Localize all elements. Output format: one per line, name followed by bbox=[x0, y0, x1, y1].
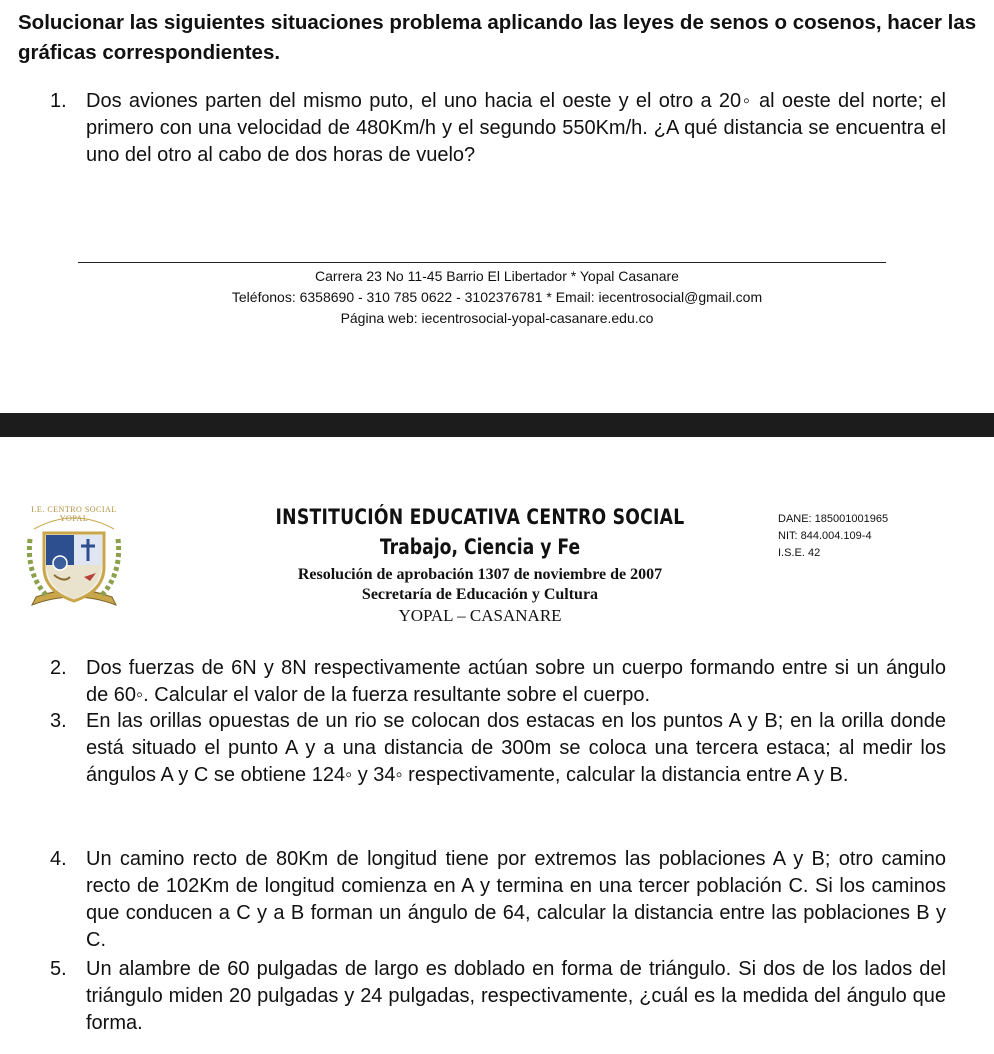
school-logo bbox=[24, 505, 124, 613]
problem-number: 2. bbox=[50, 657, 67, 679]
problem-4 bbox=[50, 846, 946, 954]
problem-text: Un alambre de 60 pulgadas de largo es doblado en forma de triángulo. Si dos de los lados del triángulo miden 20 pulgadas y 24 pulgadas, respectivamente, ¿cuál es la medida del ángulo que forma. bbox=[86, 958, 946, 1034]
footer-website: Página web: iecentrosocial-yopal-casanare.edu.co bbox=[340, 310, 654, 326]
footer-contact: Teléfonos: 6358690 - 310 785 0622 - 3102376781 * Email: iecentrosocial@gmail.com bbox=[231, 289, 763, 305]
problem-5 bbox=[50, 956, 946, 1037]
problem-2 bbox=[50, 655, 946, 709]
secretariat: Secretaría de Educación y Cultura bbox=[361, 586, 599, 603]
approval-resolution: Resolución de aprobación 1307 de noviembre de 2007 bbox=[297, 566, 663, 583]
institution-motto: Trabajo, Ciencia y Fe bbox=[379, 535, 581, 559]
footer-divider bbox=[78, 262, 886, 263]
problem-number: 3. bbox=[50, 710, 67, 732]
problem-number: 1. bbox=[50, 90, 67, 112]
dane-code: DANE: 185001001965 bbox=[778, 513, 889, 525]
page-separator-band bbox=[0, 413, 994, 437]
ise-code: I.S.E. 42 bbox=[778, 547, 821, 559]
footer-address: Carrera 23 No 11-45 Barrio El Libertador * Yopal Casanare bbox=[315, 268, 679, 284]
problem-number: 4. bbox=[50, 848, 67, 870]
problem-1 bbox=[50, 88, 946, 169]
problem-text: Un camino recto de 80Km de longitud tiene por extremos las poblaciones A y B; otro camino recto de 102Km de longitud comienza en A y termina en una tercer población C. Si los caminos que conducen a C y a B forman un ángulo de 64, calcular la distancia entre las poblaciones B y C. bbox=[86, 848, 946, 951]
logo-lettering: I.E. CENTRO SOCIAL YOPAL bbox=[31, 505, 117, 523]
city-label: YOPAL – CASANARE bbox=[398, 606, 562, 625]
nit-code: NIT: 844.004.109-4 bbox=[778, 530, 872, 542]
institution-name: INSTITUCIÓN EDUCATIVA CENTRO SOCIAL bbox=[275, 505, 685, 529]
problem-text: Dos aviones parten del mismo puto, el uno hacia el oeste y el otro a 20◦ al oeste del norte; el primero con una velocidad de 480Km/h y el segundo 550Km/h. ¿A qué distancia se encuentra el uno del otro al cabo de dos horas de vuelo? bbox=[86, 90, 946, 166]
instructions-heading: Solucionar las siguientes situaciones problema aplicando las leyes de senos o cosenos, hacer las gráficas correspondientes. bbox=[18, 11, 977, 64]
problem-text: En las orillas opuestas de un rio se colocan dos estacas en los puntos A y B; en la orilla donde está situado el punto A y a una distancia de 300m se coloca una tercera estaca; al medir los ángulos A y C se obtiene 124◦ y 34◦ respectivamente, calcular la distancia entre A y B. bbox=[86, 710, 946, 786]
problem-3 bbox=[50, 708, 946, 789]
problem-number: 5. bbox=[50, 958, 67, 980]
problem-text: Dos fuerzas de 6N y 8N respectivamente actúan sobre un cuerpo formando entre si un ángulo de 60◦. Calcular el valor de la fuerza resultante sobre el cuerpo. bbox=[86, 657, 946, 706]
